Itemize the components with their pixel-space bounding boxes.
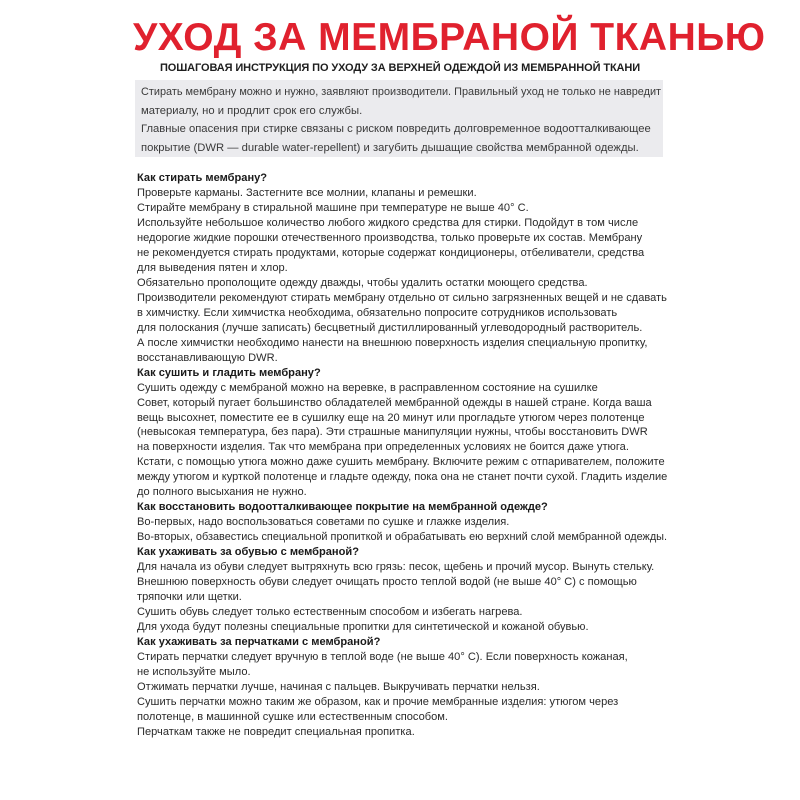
section [137,500,677,545]
section-line: Перчаткам также не повредит специальная пропитка. [137,725,415,738]
section-line: Кстати, с помощью утюга можно даже сушить мембрану. Включите режим с отпаривателем, положите [137,456,665,469]
section-line: Используйте небольшое количество любого жидкого средства для стирки. Подойдут в том числе [137,216,639,229]
instructions-body [137,171,677,740]
intro-line: покрытие (DWR — durable water-repellent) и загубить дышащие свойства мембранной одежды. [141,141,639,154]
section-line: Сушить обувь следует только естественным способом и избегать нагрева. [137,606,523,619]
section-line: А после химчистки необходимо нанести на внешнюю поверхность изделия специальную пропитку, [137,336,648,349]
section-line: не используйте мыло. [137,665,251,678]
section-line: Сушить перчатки можно таким же образом, как и прочие мембранные изделия: утюгом через [137,695,619,708]
intro-line: Стирать мембрану можно и нужно, заявляют производители. Правильный уход не только не навредит [141,86,662,98]
section-heading: Как восстановить водоотталкивающее покрытие на мембранной одежде? [137,501,548,514]
page-subtitle: ПОШАГОВАЯ ИНСТРУКЦИЯ ПО УХОДУ ЗА ВЕРХНЕЙ ОДЕЖДОЙ ИЗ МЕМБРАННОЙ ТКАНИ [159,62,641,74]
section-line: Отжимать перчатки лучше, начиная с пальцев. Выкручивать перчатки нельзя. [137,680,540,693]
section-line: Внешнюю поверхность обуви следует очищать просто теплой водой (не выше 40° С) с помощью [137,576,637,589]
section [137,171,677,366]
section-line: тряпочки или щетки. [137,591,242,604]
section-heading: Как ухаживать за перчатками с мембраной? [137,636,381,649]
section-line: Для начала из обуви следует вытряхнуть всю грязь: песок, щебень и прочий мусор. Вынуть стельку. [137,561,655,574]
section [137,635,677,740]
section-heading: Как ухаживать за обувью с мембраной? [137,546,359,559]
section-line: не рекомендуется стирать продуктами, которые содержат кондиционеры, отбеливатели, средства [137,246,645,259]
section-line: Обязательно прополощите одежду дважды, чтобы удалить остатки моющего средства. [137,276,588,289]
intro-box [135,80,663,157]
section-line: для полоскания (лучше записать) бесцветный дистиллированный углеводородный растворитель. [137,321,643,334]
section-heading: Как стирать мембрану? [137,172,268,184]
section-line: Во-вторых, обзавестись специальной пропиткой и обрабатывать ею верхний слой мембранной одежды. [137,531,668,544]
section-line: Совет, который пугает большинство обладателей мембранной одежды в нашей стране. Когда ваша [137,396,652,409]
section-line: Для ухода будут полезны специальные пропитки для синтетической и кожаной обувью. [137,621,589,634]
page-title: УХОД ЗА МЕМБРАНОЙ ТКАНЬЮ [133,16,766,59]
section-line: Во-первых, надо воспользоваться советами по сушке и глажке изделия. [137,516,510,529]
section-line: на поверхности изделия. Так что мембрана при определенных условиях не боится даже утюга. [137,441,629,454]
section-line: Проверьте карманы. Застегните все молнии, клапаны и ремешки. [137,186,477,199]
section-line: до полного высыхания не нужно. [137,486,307,499]
section-line: для выведения пятен и хлор. [137,261,288,274]
intro-line: Главные опасения при стирке связаны с риском повредить долговременное водоотталкивающее [141,123,651,136]
section-line: восстанавливающую DWR. [137,351,278,364]
section-line: вещь высохнет, поместите ее в сушилку еще на 20 минут или прогладьте утюгом через полотенце [137,411,645,424]
intro-line: материалу, но и продлит срок его службы. [141,104,363,117]
section-line: Стирайте мембрану в стиральной машине при температуре не выше 40° С. [137,201,529,214]
section-line: Сушить одежду с мембраной можно на веревке, в расправленном состояние на сушилке [137,381,598,394]
section-line: Производители рекомендуют стирать мембрану отдельно от сильно загрязненных вещей и не сдавать [137,291,667,304]
section [137,366,677,501]
section-line: между утюгом и курткой полотенце и гладьте одежду, пока она не станет почти сухой. Гладить изделие [137,471,668,484]
section-heading: Как сушить и гладить мембрану? [137,366,321,379]
section-line: Стирать перчатки следует вручную в теплой воде (не выше 40° С). Если поверхность кожаная, [137,651,628,663]
section-line: (невысокая температура, без пара). Эти страшные манипуляции нужны, чтобы восстановить DWR [137,426,648,439]
section [137,545,677,635]
section-line: полотенце, в машинной сушке или естественным способом. [137,710,448,723]
section-line: в химчистку. Если химчистка необходима, обязательно попросите сотрудников использовать [137,306,618,319]
section-line: недорогие жидкие порошки отечественного производства, только проверьте их состав. Мембрану [137,231,643,244]
